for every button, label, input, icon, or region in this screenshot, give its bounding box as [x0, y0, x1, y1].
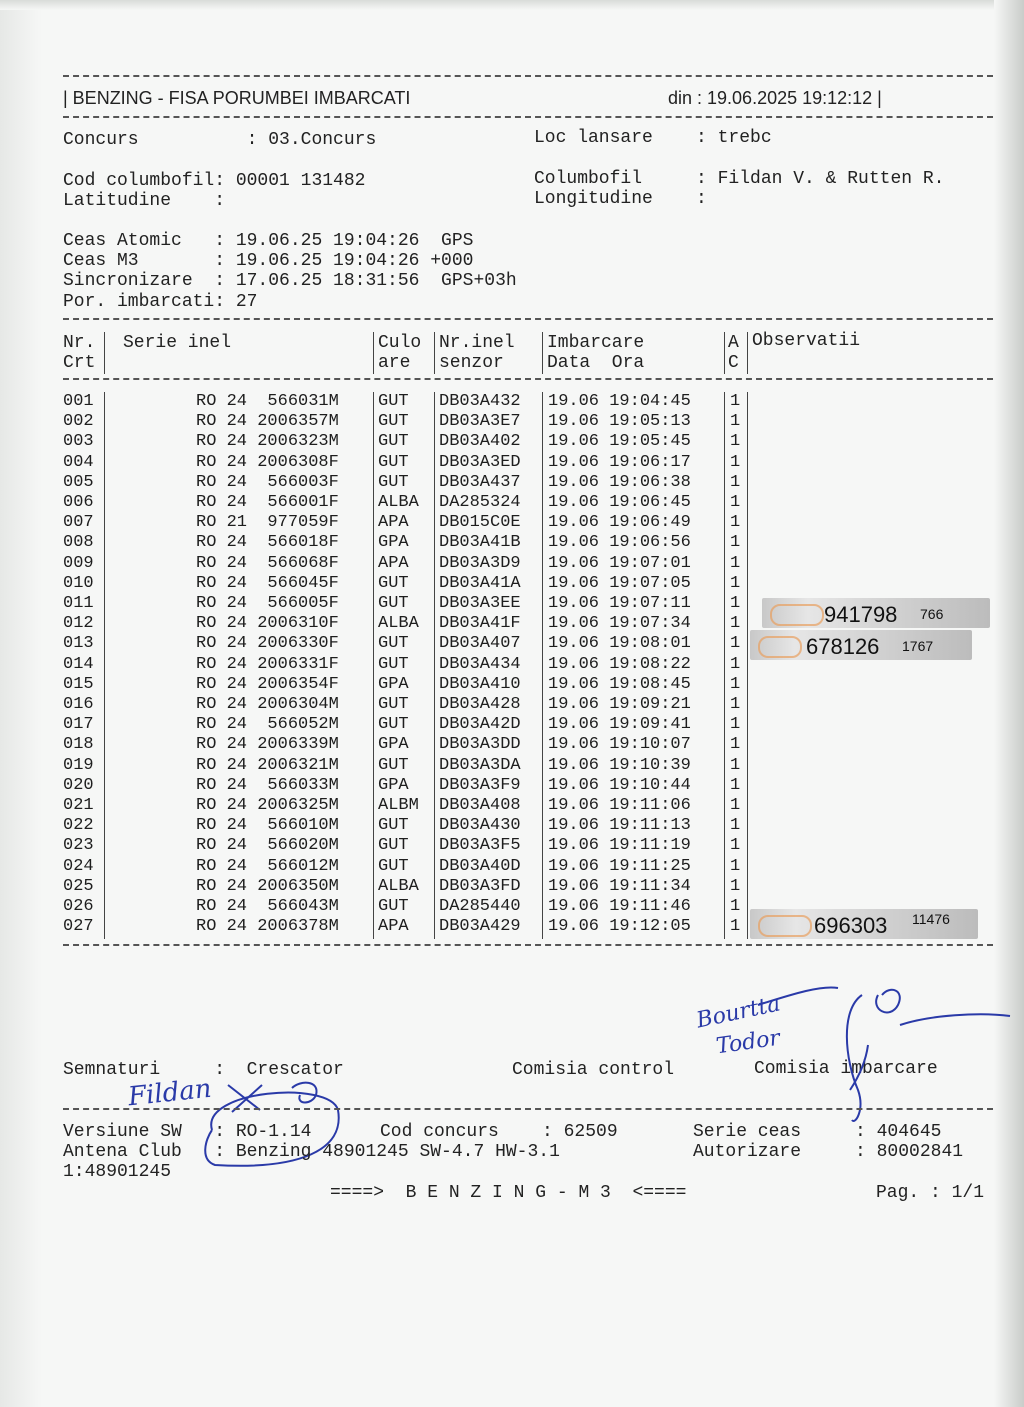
- header-are: are: [378, 353, 411, 373]
- row-ac: 1: [730, 614, 741, 634]
- row-nr: 016: [63, 695, 94, 714]
- row-serie-inel: RO 21 977059F: [196, 513, 339, 533]
- row-data-ora: 19.06 19:08:22: [548, 654, 691, 674]
- row-senzor: DB03A408: [439, 796, 521, 815]
- row-nr: 020: [63, 775, 94, 795]
- row-senzor: DB03A3F5: [439, 836, 521, 856]
- row-ac: 1: [730, 695, 741, 714]
- semnaturi-field: Semnaturi : Crescator: [63, 1060, 344, 1080]
- loc-lansare-field: Loc lansare : trebc: [534, 128, 772, 148]
- row-serie-inel: RO 24 2006357M: [196, 412, 339, 432]
- row-culoare: GUT: [378, 856, 409, 876]
- row-ac: 1: [730, 513, 741, 533]
- row-senzor: DB03A3F9: [439, 775, 521, 795]
- row-data-ora: 19.06 19:11:06: [548, 796, 691, 815]
- comisia-control-label: Comisia control: [512, 1060, 675, 1080]
- row-senzor: DB03A3FD: [439, 876, 521, 896]
- row-data-ora: 19.06 19:11:25: [548, 856, 691, 876]
- row-ac: 1: [730, 735, 741, 755]
- comisia-imbarcare-label: Comisia imbarcare: [754, 1059, 938, 1079]
- benzing-banner: ====> B E N Z I N G - M 3 <====: [330, 1183, 687, 1203]
- row-serie-inel: RO 24 2006378M: [196, 917, 339, 937]
- row-ac: 1: [730, 412, 741, 432]
- row-serie-inel: RO 24 2006304M: [196, 695, 339, 714]
- row-nr: 017: [63, 715, 94, 735]
- row-nr: 003: [63, 432, 94, 452]
- row-ac: 1: [730, 796, 741, 815]
- row-nr: 001: [63, 392, 94, 411]
- row-data-ora: 19.06 19:06:56: [548, 533, 691, 553]
- row-data-ora: 19.06 19:10:39: [548, 755, 691, 775]
- row-serie-inel: RO 24 566020M: [196, 836, 339, 856]
- por-imbarcati-field: Por. imbarcati: 27: [63, 292, 258, 312]
- row-data-ora: 19.06 19:11:19: [548, 836, 691, 856]
- row-nr: 022: [63, 816, 94, 836]
- row-data-ora: 19.06 19:09:21: [548, 695, 691, 714]
- row-culoare: GUT: [378, 695, 409, 714]
- row-data-ora: 19.06 19:04:45: [548, 392, 691, 411]
- row-culoare: GPA: [378, 775, 409, 795]
- row-data-ora: 19.06 19:07:34: [548, 614, 691, 634]
- row-ac: 1: [730, 715, 741, 735]
- row-ac: 1: [730, 573, 741, 593]
- row-culoare: GUT: [378, 412, 409, 432]
- row-nr: 019: [63, 755, 94, 775]
- row-serie-inel: RO 24 566018F: [196, 533, 339, 553]
- header-crt: Crt: [63, 353, 96, 373]
- row-ac: 1: [730, 836, 741, 856]
- row-ac: 1: [730, 654, 741, 674]
- row-culoare: APA: [378, 917, 409, 937]
- row-senzor: DB03A41B: [439, 533, 521, 553]
- row-data-ora: 19.06 19:05:45: [548, 432, 691, 452]
- row-culoare: GUT: [378, 715, 409, 735]
- row-serie-inel: RO 24 2006321M: [196, 755, 339, 775]
- row-nr: 021: [63, 796, 94, 815]
- row-serie-inel: RO 24 566033M: [196, 775, 339, 795]
- header-senzor: senzor: [439, 353, 504, 373]
- row-serie-inel: RO 24 566052M: [196, 715, 339, 735]
- row-nr: 006: [63, 493, 94, 512]
- row-senzor: DB03A3EE: [439, 594, 521, 613]
- row-nr: 011: [63, 594, 94, 613]
- row-senzor: DB03A3E7: [439, 412, 521, 432]
- row-culoare: GPA: [378, 533, 409, 553]
- row-data-ora: 19.06 19:07:05: [548, 573, 691, 593]
- row-data-ora: 19.06 19:12:05: [548, 917, 691, 937]
- row-culoare: GUT: [378, 755, 409, 775]
- antena-club-field: Antena Club : Benzing 48901245 SW-4.7 HW-3.1: [63, 1142, 560, 1162]
- row-culoare: GUT: [378, 634, 409, 654]
- versiune-field: Versiune SW : RO-1.14: [63, 1122, 312, 1142]
- page-number: Pag. : 1/1: [876, 1183, 985, 1203]
- row-senzor: DB03A428: [439, 695, 521, 714]
- cod-concurs-field: Cod concurs : 62509: [380, 1122, 618, 1142]
- row-culoare: GUT: [378, 836, 409, 856]
- row-senzor: DB03A430: [439, 816, 521, 836]
- row-serie-inel: RO 24 566003F: [196, 472, 339, 492]
- signature-crescator: Fildan: [126, 1073, 213, 1113]
- row-serie-inel: RO 24 566005F: [196, 594, 339, 613]
- row-serie-inel: RO 24 2006325M: [196, 796, 339, 815]
- row-senzor: DB03A40D: [439, 856, 521, 876]
- row-ac: 1: [730, 816, 741, 836]
- row-data-ora: 19.06 19:09:41: [548, 715, 691, 735]
- sticker-number: 678126: [806, 634, 880, 659]
- sincronizare-field: Sincronizare : 17.06.25 18:31:56 GPS+03h: [63, 271, 517, 291]
- row-ac: 1: [730, 452, 741, 472]
- header-culo: Culo: [378, 333, 422, 353]
- row-culoare: GUT: [378, 452, 409, 472]
- sticker-number: 941798: [824, 602, 898, 627]
- row-data-ora: 19.06 19:06:49: [548, 513, 691, 533]
- longitudine-field: Longitudine :: [534, 189, 707, 209]
- concurs-field: Concurs : 03.Concurs: [63, 130, 377, 150]
- row-senzor: DB03A407: [439, 634, 521, 654]
- row-nr: 002: [63, 412, 94, 432]
- signature-control-2: Todor: [714, 1025, 782, 1060]
- row-culoare: GUT: [378, 432, 409, 452]
- header-a: A: [728, 333, 739, 353]
- row-ac: 1: [730, 594, 741, 613]
- cod-columbofil-field: Cod columbofil: 00001 131482: [63, 171, 366, 191]
- row-ac: 1: [730, 472, 741, 492]
- row-culoare: GUT: [378, 594, 409, 613]
- latitudine-field: Latitudine :: [63, 191, 226, 211]
- header-c: C: [728, 353, 739, 373]
- row-ac: 1: [730, 493, 741, 512]
- row-nr: 014: [63, 654, 94, 674]
- row-nr: 007: [63, 513, 94, 533]
- row-culoare: GUT: [378, 392, 409, 411]
- row-nr: 015: [63, 674, 94, 694]
- row-culoare: GUT: [378, 897, 409, 916]
- row-culoare: GPA: [378, 735, 409, 755]
- footer-line3: 1:48901245: [63, 1162, 172, 1182]
- sticker-code: 1767: [902, 638, 934, 654]
- row-senzor: DB03A3DA: [439, 755, 521, 775]
- row-culoare: ALBM: [378, 796, 419, 815]
- row-serie-inel: RO 24 566068F: [196, 553, 339, 573]
- row-senzor: DB03A41F: [439, 614, 521, 634]
- row-culoare: ALBA: [378, 876, 419, 896]
- ceas-m3-field: Ceas M3 : 19.06.25 19:04:26 +000: [63, 251, 474, 271]
- row-nr: 018: [63, 735, 94, 755]
- row-data-ora: 19.06 19:11:34: [548, 876, 691, 896]
- row-culoare: GUT: [378, 573, 409, 593]
- row-senzor: DB03A437: [439, 472, 521, 492]
- row-ac: 1: [730, 856, 741, 876]
- row-ac: 1: [730, 533, 741, 553]
- row-ac: 1: [730, 432, 741, 452]
- document-date: din : 19.06.2025 19:12:12 |: [668, 88, 882, 108]
- row-senzor: DB03A434: [439, 654, 521, 674]
- row-data-ora: 19.06 19:05:13: [548, 412, 691, 432]
- row-ac: 1: [730, 876, 741, 896]
- ceas-atomic-field: Ceas Atomic : 19.06.25 19:04:26 GPS: [63, 231, 474, 251]
- row-serie-inel: RO 24 2006354F: [196, 674, 339, 694]
- row-data-ora: 19.06 19:06:45: [548, 493, 691, 512]
- row-culoare: GUT: [378, 472, 409, 492]
- sticker-number: 696303: [814, 913, 888, 938]
- row-data-ora: 19.06 19:07:11: [548, 594, 691, 613]
- row-ac: 1: [730, 553, 741, 573]
- row-nr: 027: [63, 917, 94, 937]
- row-data-ora: 19.06 19:10:07: [548, 735, 691, 755]
- row-culoare: GUT: [378, 654, 409, 674]
- row-senzor: DB03A3D9: [439, 553, 521, 573]
- signature-control-1: Bourtta: [694, 991, 783, 1034]
- row-data-ora: 19.06 19:06:17: [548, 452, 691, 472]
- row-nr: 024: [63, 856, 94, 876]
- row-data-ora: 19.06 19:08:45: [548, 674, 691, 694]
- autorizare-field: Autorizare : 80002841: [693, 1142, 964, 1162]
- header-serie: Serie inel: [123, 333, 232, 353]
- row-nr: 005: [63, 472, 94, 492]
- row-serie-inel: RO 24 2006310F: [196, 614, 339, 634]
- header-nr: Nr.: [63, 333, 96, 353]
- document-title: | BENZING - FISA PORUMBEI IMBARCATI: [63, 88, 411, 108]
- header-data-ora: Data Ora: [547, 353, 645, 373]
- row-serie-inel: RO 24 2006308F: [196, 452, 339, 472]
- row-ac: 1: [730, 674, 741, 694]
- row-serie-inel: RO 24 2006350M: [196, 876, 339, 896]
- row-serie-inel: RO 24 566031M: [196, 392, 339, 411]
- header-nr-inel: Nr.inel: [439, 333, 515, 353]
- row-ac: 1: [730, 755, 741, 775]
- row-senzor: DB015C0E: [439, 513, 521, 533]
- row-data-ora: 19.06 19:10:44: [548, 775, 691, 795]
- header-imbarcare: Imbarcare: [547, 333, 645, 353]
- header-observatii: Observatii: [752, 331, 861, 351]
- row-serie-inel: RO 24 566010M: [196, 816, 339, 836]
- row-ac: 1: [730, 917, 741, 937]
- columbofil-field: Columbofil : Fildan V. & Rutten R.: [534, 169, 945, 189]
- row-data-ora: 19.06 19:06:38: [548, 472, 691, 492]
- sticker-code: 11476: [912, 911, 950, 927]
- row-senzor: DB03A432: [439, 392, 521, 411]
- row-data-ora: 19.06 19:07:01: [548, 553, 691, 573]
- row-serie-inel: RO 24 566012M: [196, 856, 339, 876]
- row-nr: 012: [63, 614, 94, 634]
- row-nr: 004: [63, 452, 94, 472]
- row-data-ora: 19.06 19:11:46: [548, 897, 691, 916]
- row-ac: 1: [730, 392, 741, 411]
- row-serie-inel: RO 24 566045F: [196, 573, 339, 593]
- sticker-code: 766: [920, 606, 944, 622]
- row-culoare: GUT: [378, 816, 409, 836]
- row-senzor: DB03A410: [439, 674, 521, 694]
- row-senzor: DB03A429: [439, 917, 521, 937]
- row-data-ora: 19.06 19:11:13: [548, 816, 691, 836]
- row-nr: 010: [63, 573, 94, 593]
- row-nr: 009: [63, 553, 94, 573]
- row-culoare: ALBA: [378, 614, 419, 634]
- row-nr: 023: [63, 836, 94, 856]
- row-serie-inel: RO 24 2006323M: [196, 432, 339, 452]
- row-data-ora: 19.06 19:08:01: [548, 634, 691, 654]
- row-culoare: ALBA: [378, 493, 419, 512]
- row-culoare: APA: [378, 553, 409, 573]
- row-senzor: DA285324: [439, 493, 521, 512]
- row-serie-inel: RO 24 566001F: [196, 493, 339, 512]
- row-senzor: DB03A3ED: [439, 452, 521, 472]
- row-serie-inel: RO 24 2006339M: [196, 735, 339, 755]
- row-senzor: DA285440: [439, 897, 521, 916]
- row-culoare: APA: [378, 513, 409, 533]
- row-senzor: DB03A3DD: [439, 735, 521, 755]
- row-ac: 1: [730, 634, 741, 654]
- row-serie-inel: RO 24 2006331F: [196, 654, 339, 674]
- row-senzor: DB03A41A: [439, 573, 521, 593]
- row-nr: 013: [63, 634, 94, 654]
- row-nr: 026: [63, 897, 94, 916]
- row-serie-inel: RO 24 566043M: [196, 897, 339, 916]
- row-senzor: DB03A402: [439, 432, 521, 452]
- row-ac: 1: [730, 775, 741, 795]
- row-nr: 025: [63, 876, 94, 896]
- serie-ceas-field: Serie ceas : 404645: [693, 1122, 942, 1142]
- divider: [63, 1108, 993, 1110]
- row-nr: 008: [63, 533, 94, 553]
- row-serie-inel: RO 24 2006330F: [196, 634, 339, 654]
- row-ac: 1: [730, 897, 741, 916]
- row-culoare: GPA: [378, 674, 409, 694]
- row-senzor: DB03A42D: [439, 715, 521, 735]
